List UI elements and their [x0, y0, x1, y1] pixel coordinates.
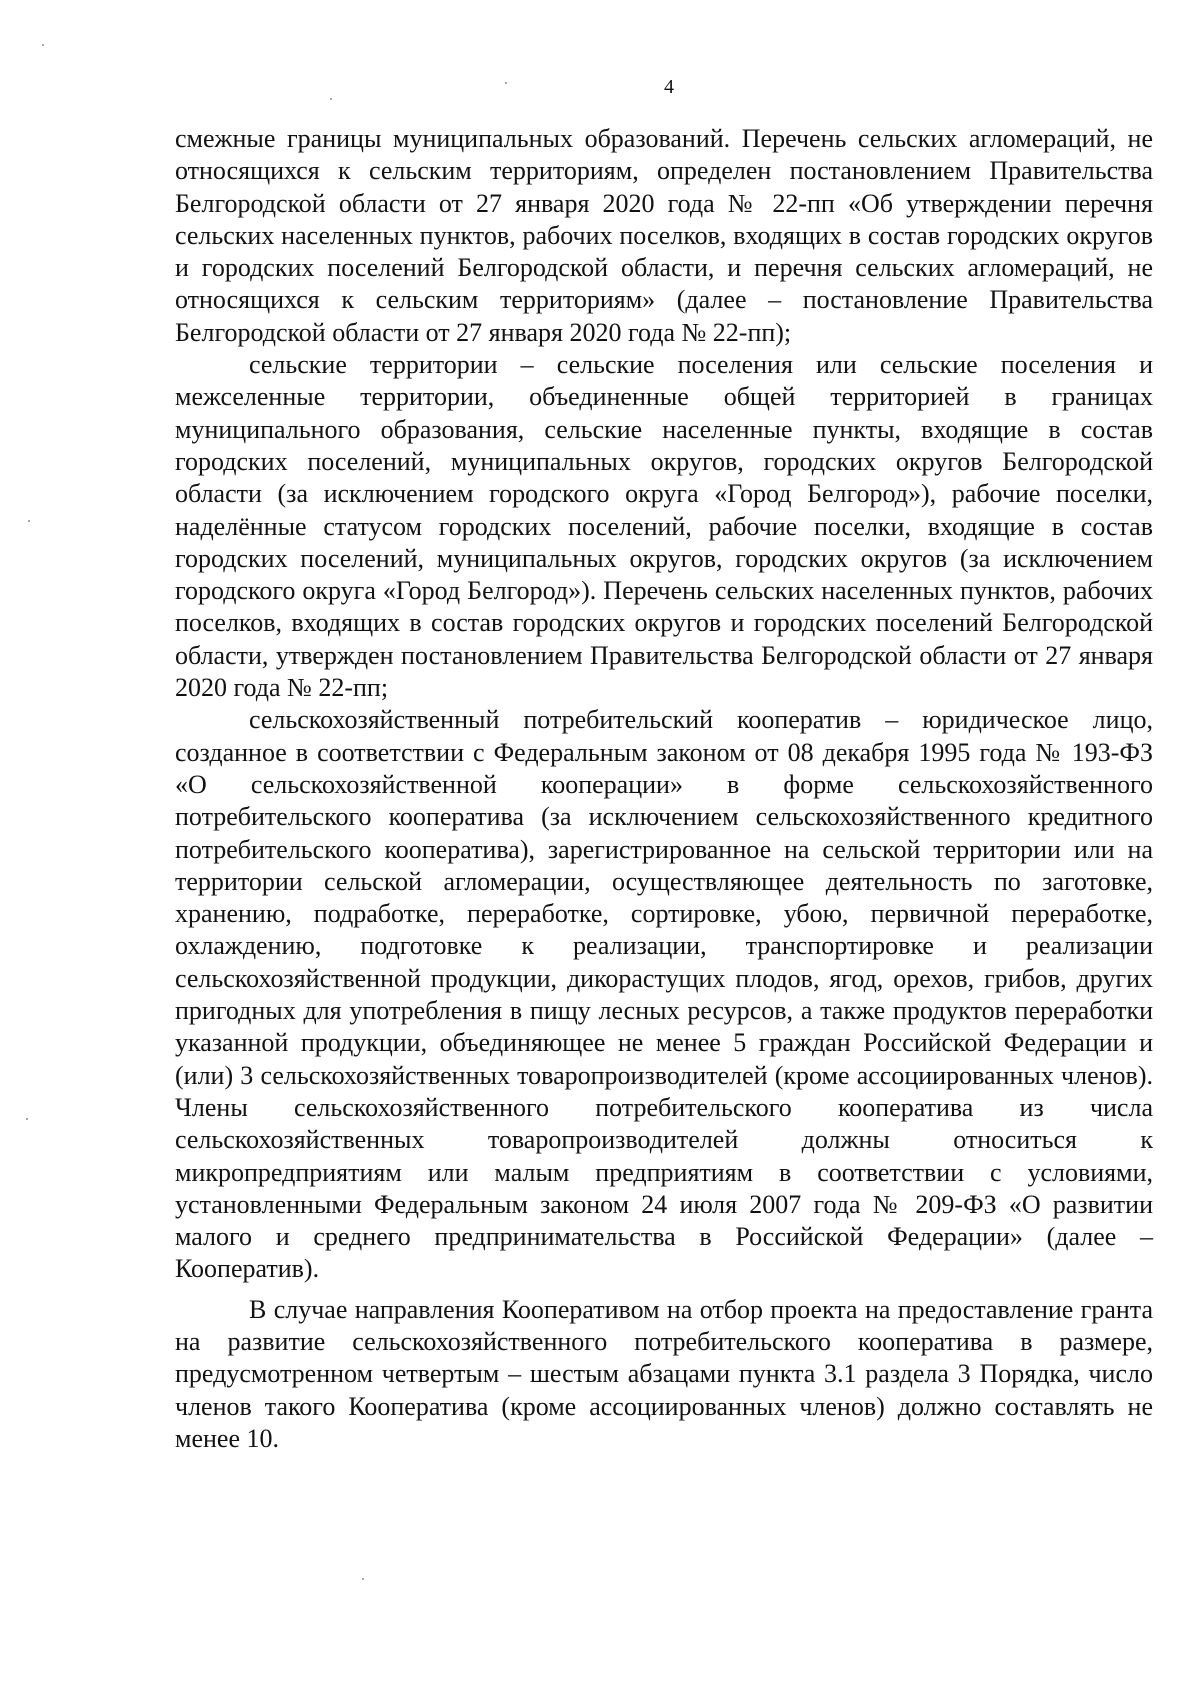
- scan-speck: [26, 1118, 28, 1120]
- scan-speck: [330, 98, 332, 100]
- scan-speck: [28, 520, 30, 522]
- page-number: 4: [664, 76, 674, 98]
- paragraph-2: сельские территории – сельские поселения или сельские поселения и межселенные территории, объединенные общей территорией в границах муниципального образования, сельские населенные пункты, входящие в состав городских поселений, муниципальных округов, городских округов Белгородской области (за исключением городского округа «Город Белгород»), рабочие поселки, наделённые статусом городских поселений, рабочие поселки, входящие в состав городских поселений, муниципальных округов, городских округов (за исключением городского округа «Город Белгород»). Перечень сельских населенных пунктов, рабочих поселков, входящих в состав городских округов и городских поселений Белгородской области, утвержден постановлением Правительства Белгородской области от 27 января 2020 года № 22-пп;: [175, 350, 1153, 703]
- scan-speck: [362, 1578, 364, 1580]
- scan-speck: [505, 82, 507, 84]
- document-body: [175, 123, 1153, 1455]
- scan-speck: [42, 44, 44, 46]
- paragraph-4: В случае направления Кооперативом на отбор проекта на предоставление гранта на развитие сельскохозяйственного потребительского кооператива в размере, предусмотренном четвертым – шестым абзацами пункта 3.1 раздела 3 Порядка, число членов такого Кооператива (кроме ассоциированных членов) должно составлять не менее 10.: [175, 1294, 1153, 1453]
- paragraph-3: сельскохозяйственный потребительский кооператив – юридическое лицо, созданное в соответствии с Федеральным законом от 08 декабря 1995 года № 193-ФЗ «О сельскохозяйственной кооперации» в форме сельскохозяйственного потребительского кооператива (за исключением сельскохозяйственного кредитного потребительского кооператива), зарегистрированное на сельской территории или на территории сельской агломерации, осуществляющее деятельность по заготовке, хранению, подработке, переработке, сортировке, убою, первичной переработке, охлаждению, подготовке к реализации, транспортировке и реализации сельскохозяйственной продукции, дикорастущих плодов, ягод, орехов, грибов, других пригодных для употребления в пищу лесных ресурсов, а также продуктов переработки указанной продукции, объединяющее не менее 5 граждан Российской Федерации и (или) 3 сельскохозяйственных товаропроизводителей (кроме ассоциированных членов). Члены сельскохозяйственного потребительского кооператива из числа сельскохозяйственных товаропроизводителей должны относиться к микропредприятиям или малым предприятиям в соответствии с условиями, установленными Федеральным законом 24 июля 2007 года № 209-ФЗ «О развитии малого и среднего предпринимательства в Российской Федерации» (далее – Кооператив).: [175, 705, 1153, 1284]
- paragraph-1: смежные границы муниципальных образований. Перечень сельских агломераций, не относящихся к сельским территориям, определен постановлением Правительства Белгородской области от 27 января 2020 года № 22-пп «Об утверждении перечня сельских населенных пунктов, рабочих поселков, входящих в состав городских округов и городских поселений Белгородской области, и перечня сельских агломераций, не относящихся к сельским территориям» (далее – постановление Правительства Белгородской области от 27 января 2020 года № 22-пп);: [175, 124, 1153, 347]
